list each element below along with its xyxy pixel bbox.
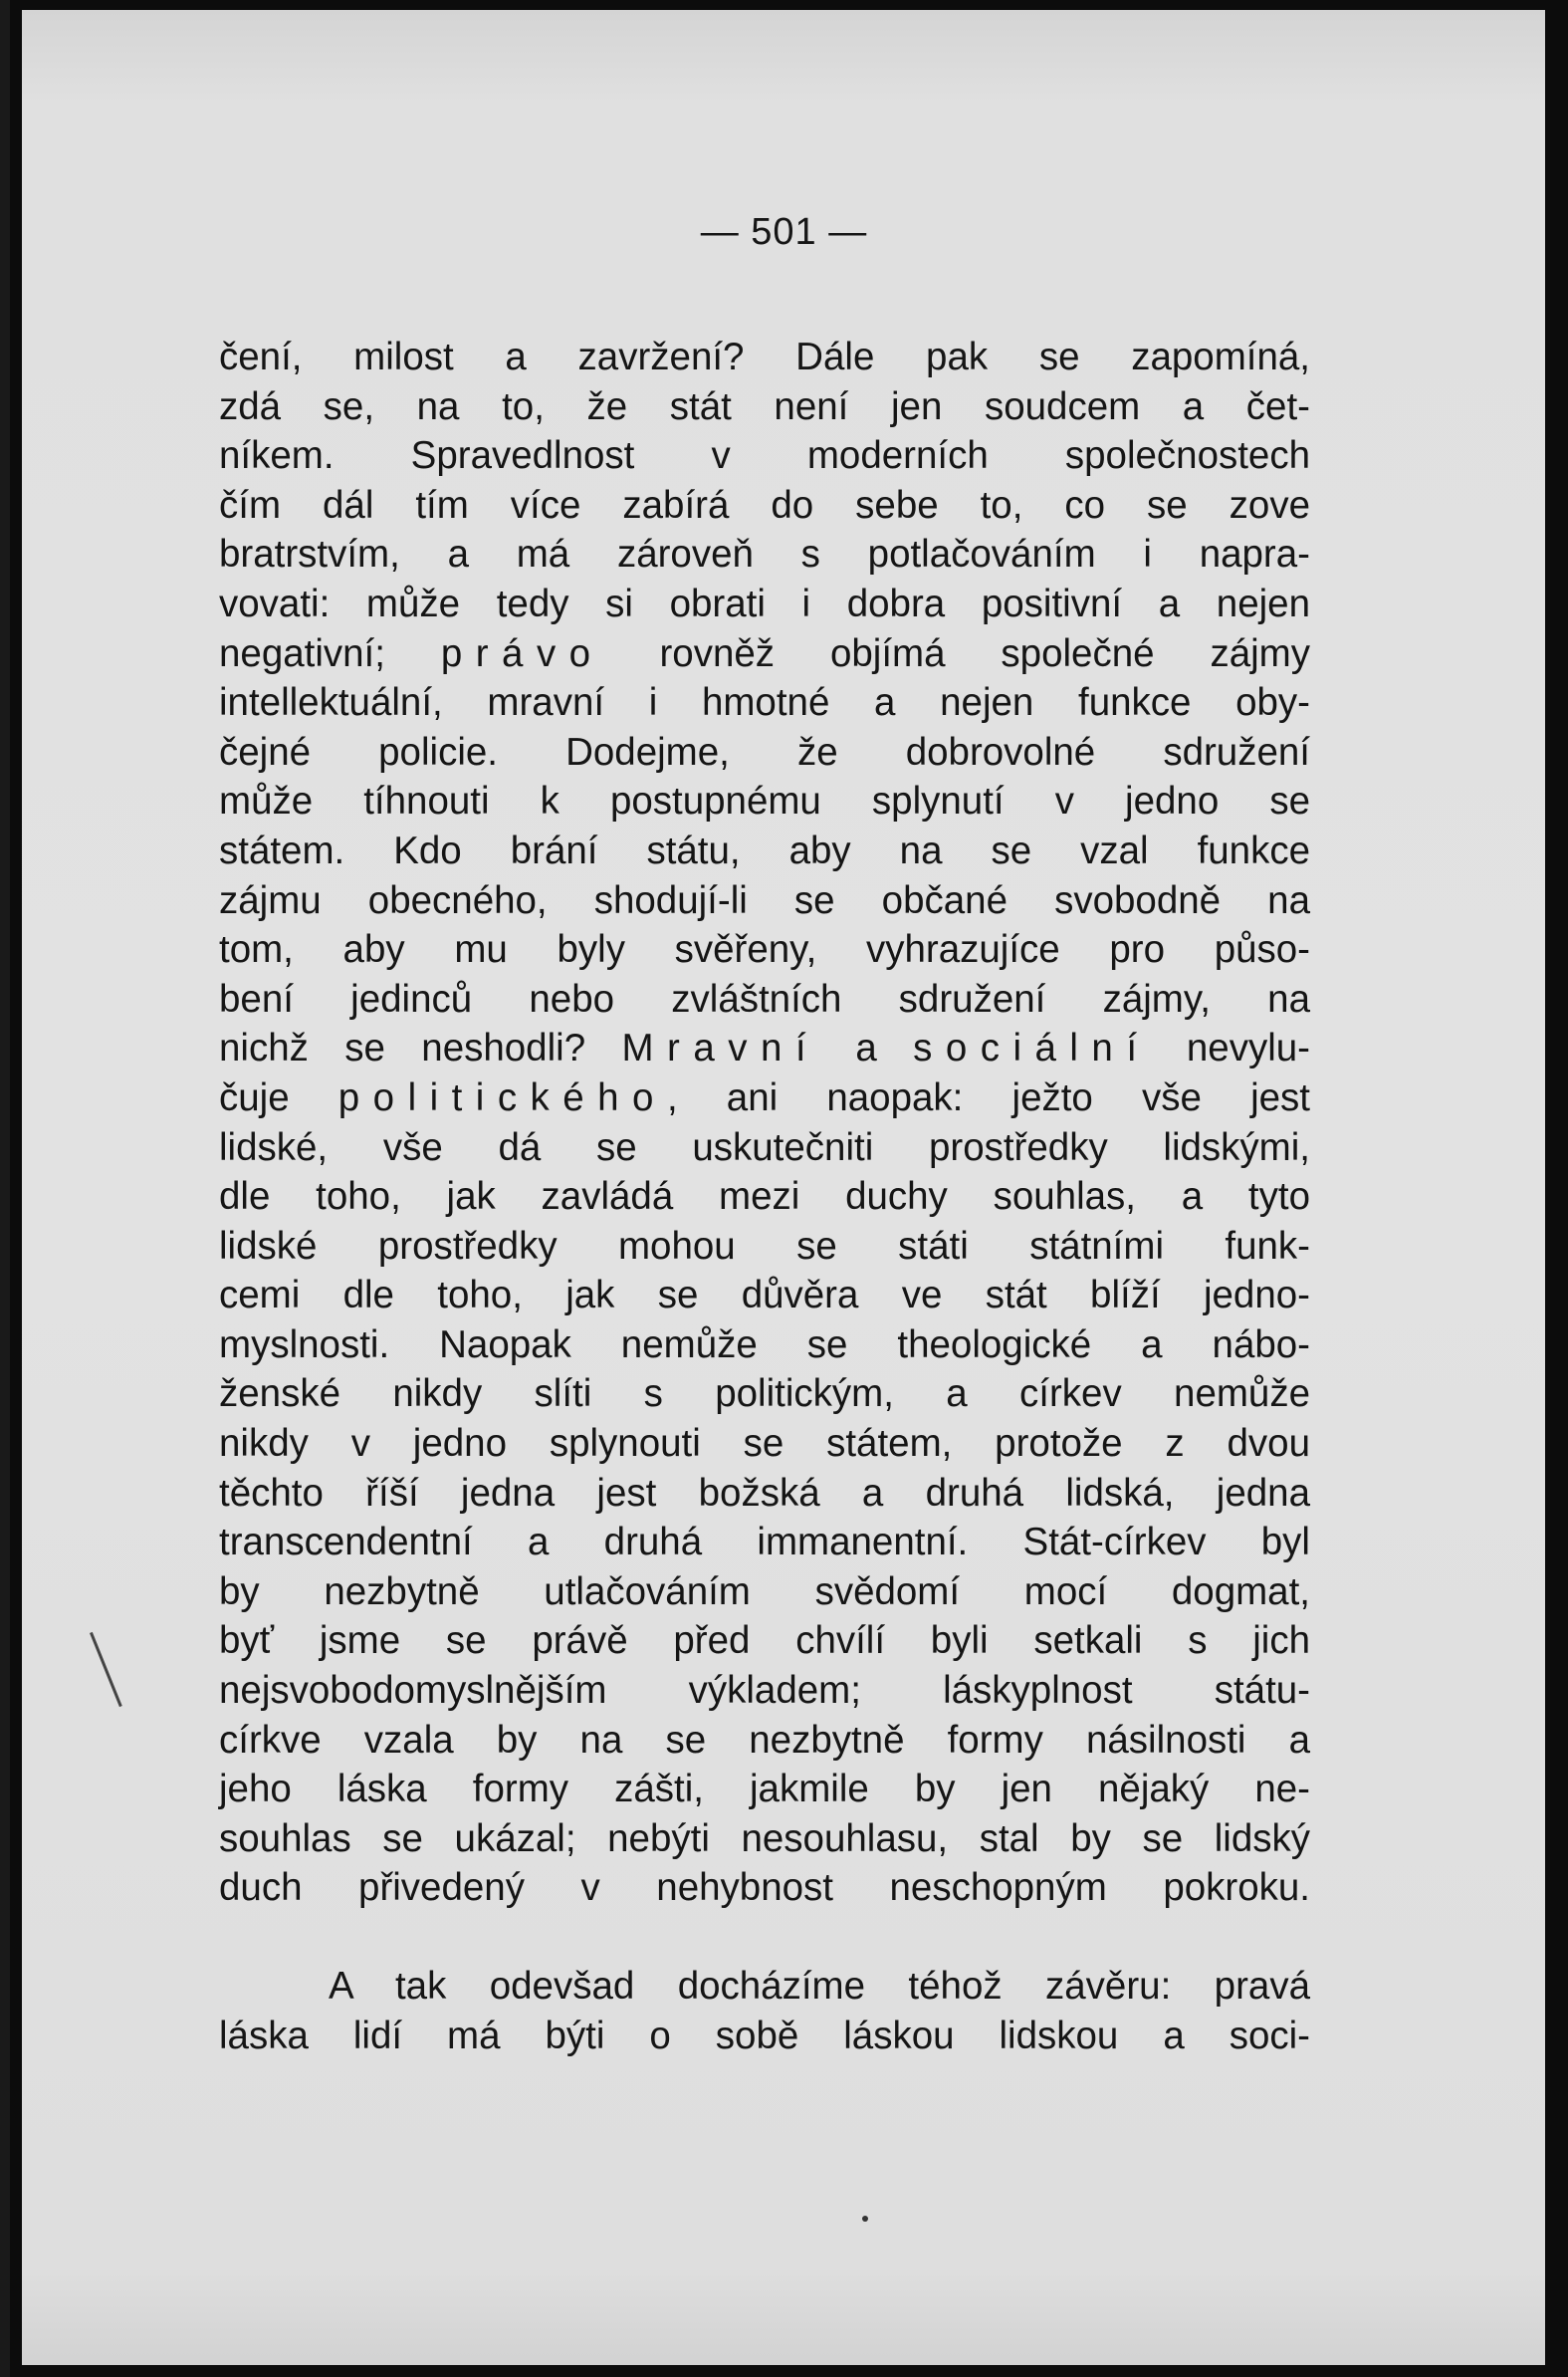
spaced-emphasis: politického bbox=[337, 1075, 667, 1119]
spaced-emphasis: sociální bbox=[913, 1027, 1151, 1070]
text-line: bení jedinců nebo zvláštních sdružení zájmy, na bbox=[219, 977, 1310, 1021]
paragraph-2 bbox=[219, 1962, 1310, 2060]
text-line bbox=[219, 629, 1310, 679]
text-line: byť jsme se právě před chvílí byli setkali s jich bbox=[219, 1619, 1310, 1663]
text-line: A tak odevšad docházíme téhož závěru: pravá bbox=[329, 1965, 1310, 2008]
text-line: intellektuální, mravní i hmotné a nejen funkce oby- bbox=[219, 681, 1310, 725]
text-line: transcendentní a druhá immanentní. Stát-církev byl bbox=[219, 1521, 1310, 1564]
text-segment: a bbox=[819, 1027, 914, 1070]
text-line: myslnosti. Naopak nemůže se theologické a nábo- bbox=[219, 1322, 1310, 1366]
text-line: níkem. Spravedlnost v moderních společnostech bbox=[219, 434, 1310, 478]
page-number: — 501 — bbox=[700, 211, 868, 253]
text-line: cemi dle toho, jak se důvěra ve stát blíží jedno- bbox=[219, 1274, 1310, 1317]
text-line: láska lidí má býti o sobě láskou lidskou a soci- bbox=[219, 2014, 1310, 2057]
text-line: dle toho, jak zavládá mezi duchy souhlas, a tyto bbox=[219, 1175, 1310, 1219]
text-line: jeho láska formy zášti, jakmile by jen nějaký ne- bbox=[219, 1768, 1310, 1811]
text-line: čejné policie. Dodejme, že dobrovolné sdružení bbox=[219, 730, 1310, 774]
text-line: by nezbytně utlačováním svědomí mocí dogmat, bbox=[219, 1569, 1310, 1613]
text-line: nikdy v jedno splynouti se státem, protože z dvou bbox=[219, 1422, 1310, 1466]
text-line: lidské, vše dá se uskutečniti prostředky lidskými, bbox=[219, 1125, 1310, 1169]
spaced-emphasis: právo bbox=[440, 631, 604, 675]
text-segment: , ani naopak: ježto vše jest bbox=[666, 1075, 1310, 1119]
text-line: bratrstvím, a má zároveň s potlačováním i napra- bbox=[219, 533, 1310, 577]
text-segment: nichž se neshodli? bbox=[219, 1027, 622, 1070]
text-segment: nevylu- bbox=[1150, 1027, 1310, 1070]
paragraph-1 bbox=[219, 333, 1310, 1913]
text-line: čení, milost a zavržení? Dále pak se zapomíná, bbox=[219, 336, 1310, 378]
page-binding-edge bbox=[0, 0, 10, 2377]
text-line bbox=[219, 1073, 1310, 1123]
stray-dot bbox=[862, 2216, 868, 2222]
text-line: duch přivedený v nehybnost neschopným pokroku. bbox=[219, 1866, 1310, 1910]
text-segment: čuje bbox=[219, 1075, 338, 1119]
text-segment: rovněž objímá společné zájmy bbox=[603, 631, 1310, 675]
text-line: církve vzala by na se nezbytně formy násilnosti a bbox=[219, 1718, 1310, 1762]
text-line: lidské prostředky mohou se státi státními funk- bbox=[219, 1224, 1310, 1268]
text-line: vovati: může tedy si obrati i dobra positivní a nejen bbox=[219, 582, 1310, 625]
text-line: těchto říší jedna jest božská a druhá lidská, jedna bbox=[219, 1471, 1310, 1515]
text-line: čím dál tím více zabírá do sebe to, co se zove bbox=[219, 483, 1310, 527]
text-line: zdá se, na to, že stát není jen soudcem a čet- bbox=[219, 384, 1310, 428]
text-line bbox=[219, 1024, 1310, 1073]
text-line: ženské nikdy slíti s politickým, a církev nemůže bbox=[219, 1372, 1310, 1416]
text-line: nejsvobodomyslnějším výkladem; láskyplnost státu- bbox=[219, 1669, 1310, 1713]
text-line: zájmu obecného, shodují-li se občané svobodně na bbox=[219, 878, 1310, 922]
text-line: může tíhnouti k postupnému splynutí v jedno se bbox=[219, 780, 1310, 824]
text-line: státem. Kdo brání státu, aby na se vzal funkce bbox=[219, 829, 1310, 872]
text-segment: negativní; bbox=[219, 631, 441, 675]
text-line: tom, aby mu byly svěřeny, vyhrazujíce pro půso- bbox=[219, 928, 1310, 972]
spaced-emphasis: Mravní bbox=[621, 1027, 819, 1070]
text-line: souhlas se ukázal; nebýti nesouhlasu, stal by se lidský bbox=[219, 1816, 1310, 1860]
